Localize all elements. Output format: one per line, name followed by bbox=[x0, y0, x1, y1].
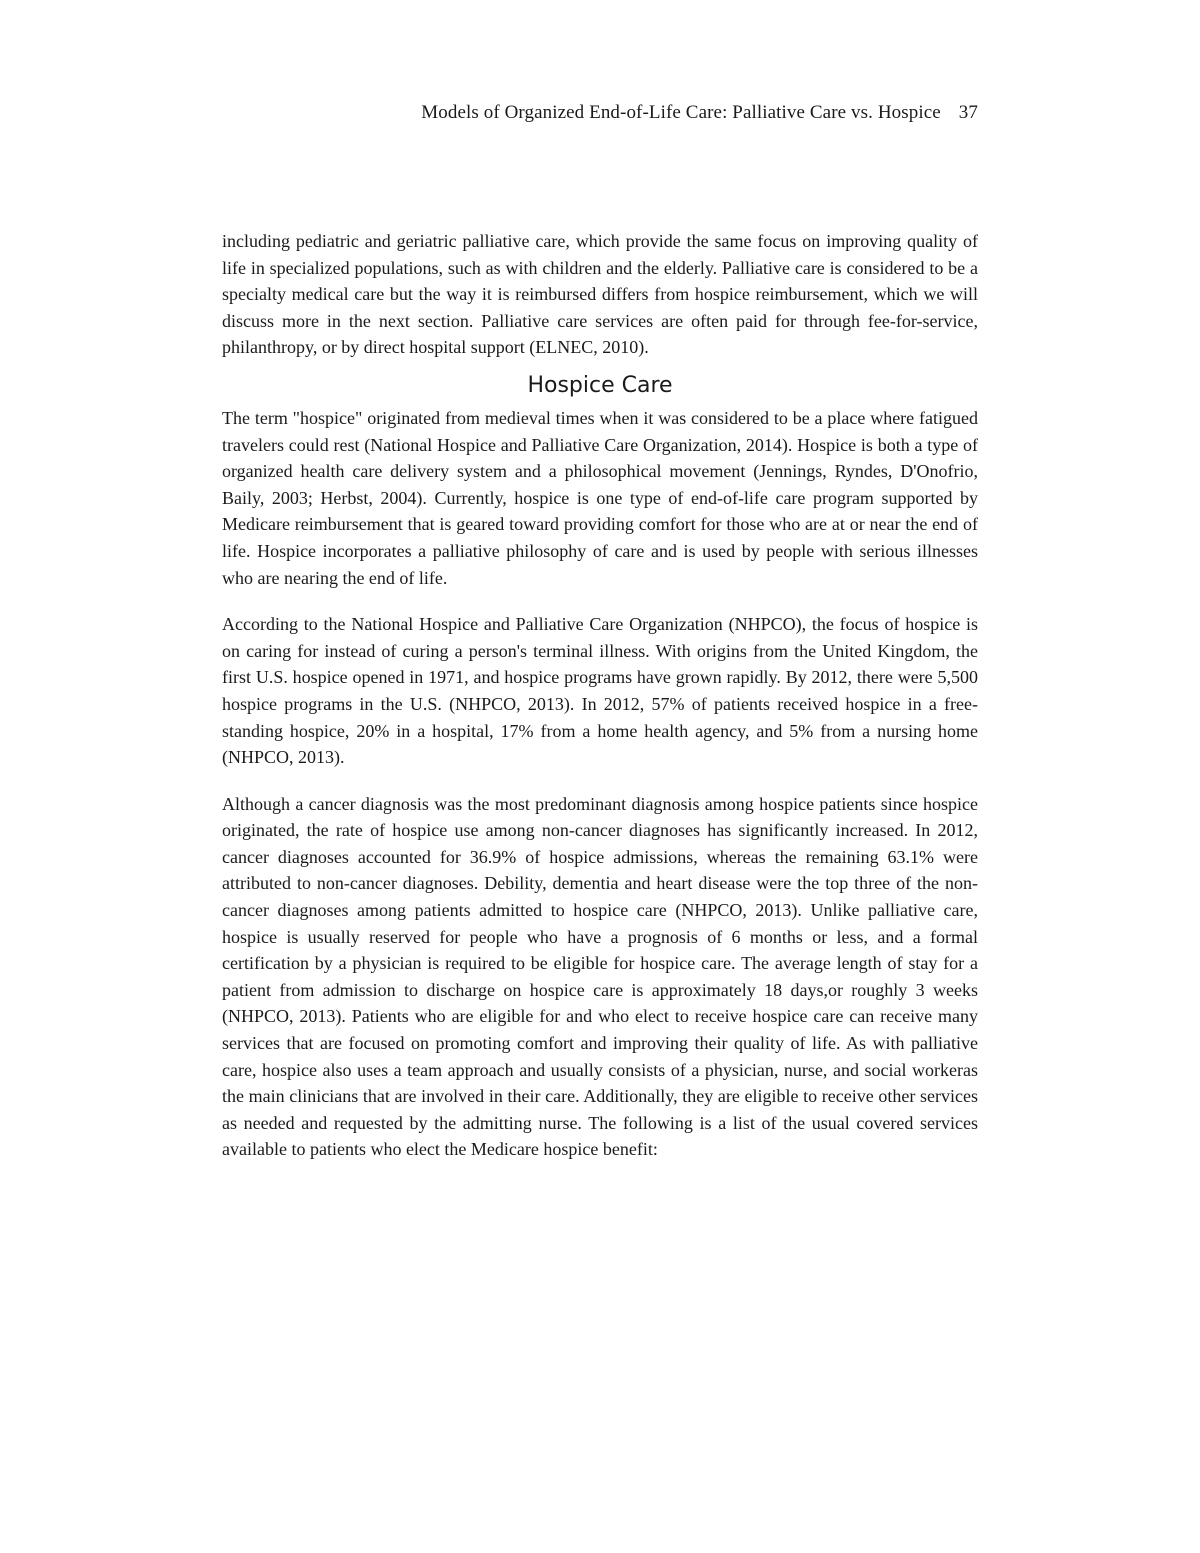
continued-paragraph: including pediatric and geriatric palliative care, which provide the same focus on improving quality of life in specialized populations, such as with children and the elderly. Palliative care is considered to be a specialty medical care but the way it is reimbursed differs from hospice reimbursement, which we will discuss more in the next section. Palliative care services are often paid for through fee-for-service, philanthropy, or by direct hospital support (ELNEC, 2010). bbox=[222, 231, 978, 358]
section-heading: Hospice Care bbox=[527, 372, 673, 398]
running-header bbox=[222, 102, 978, 124]
running-title: Models of Organized End-of-Life Care: Palliative Care vs. Hospice bbox=[421, 102, 941, 123]
body-paragraph: According to the National Hospice and Palliative Care Organization (NHPCO), the focus of hospice is on caring for instead of curing a person's terminal illness. With origins from the United Kingdom, the first U.S. hospice opened in 1971, and hospice programs have grown rapidly. By 2012, there were 5,500 hospice programs in the U.S. (NHPCO, 2013). In 2012, 57% of patients received hospice in a free-standing hospice, 20% in a hospital, 17% from a home health agency, and 5% from a nursing home (NHPCO, 2013). bbox=[222, 614, 978, 768]
body-paragraph: The term "hospice" originated from medieval times when it was considered to be a place where fatigued travelers could rest (National Hospice and Palliative Care Organization, 2014). Hospice is both a type of organized health care delivery system and a philosophical movement (Jennings, Ryndes, D'Onofrio, Baily, 2003; Herbst, 2004). Currently, hospice is one type of end-of-life care program supported by Medicare reimbursement that is geared toward providing comfort for those who are at or near the end of life. Hospice incorporates a palliative philosophy of care and is used by people with serious illnesses who are nearing the end of life. bbox=[222, 407, 978, 588]
body-paragraph: Although a cancer diagnosis was the most predominant diagnosis among hospice patients since hospice originated, the rate of hospice use among non-cancer diagnoses has significantly increased. In 2012, cancer diagnoses accounted for 36.9% of hospice admissions, whereas the remaining 63.1% were attributed to non-cancer diagnoses. Debility, dementia and heart disease were the top three of the non-cancer diagnoses among patients admitted to hospice care (NHPCO, 2013). Unlike palliative care, hospice is usually reserved for people who have a prognosis of 6 months or less, and a formal certification by a physician is required to be eligible for hospice care. The average length of stay for a patient from admission to discharge on hospice care is approximately 18 days,or roughly 3 weeks (NHPCO, 2013). Patients who are eligible for and who elect to receive hospice care can receive many services that are focused on promoting comfort and improving their quality of life. As with palliative care, hospice also uses a team approach and usually consists of a physician, nurse, and social workeras the main clinicians that are involved in their care. Additionally, they are eligible to receive other services as needed and requested by the admitting nurse. The following is a list of the usual covered services available to patients who elect the Medicare hospice benefit: bbox=[222, 793, 978, 1160]
page-body bbox=[222, 228, 978, 1163]
page-number: 37 bbox=[958, 102, 978, 123]
